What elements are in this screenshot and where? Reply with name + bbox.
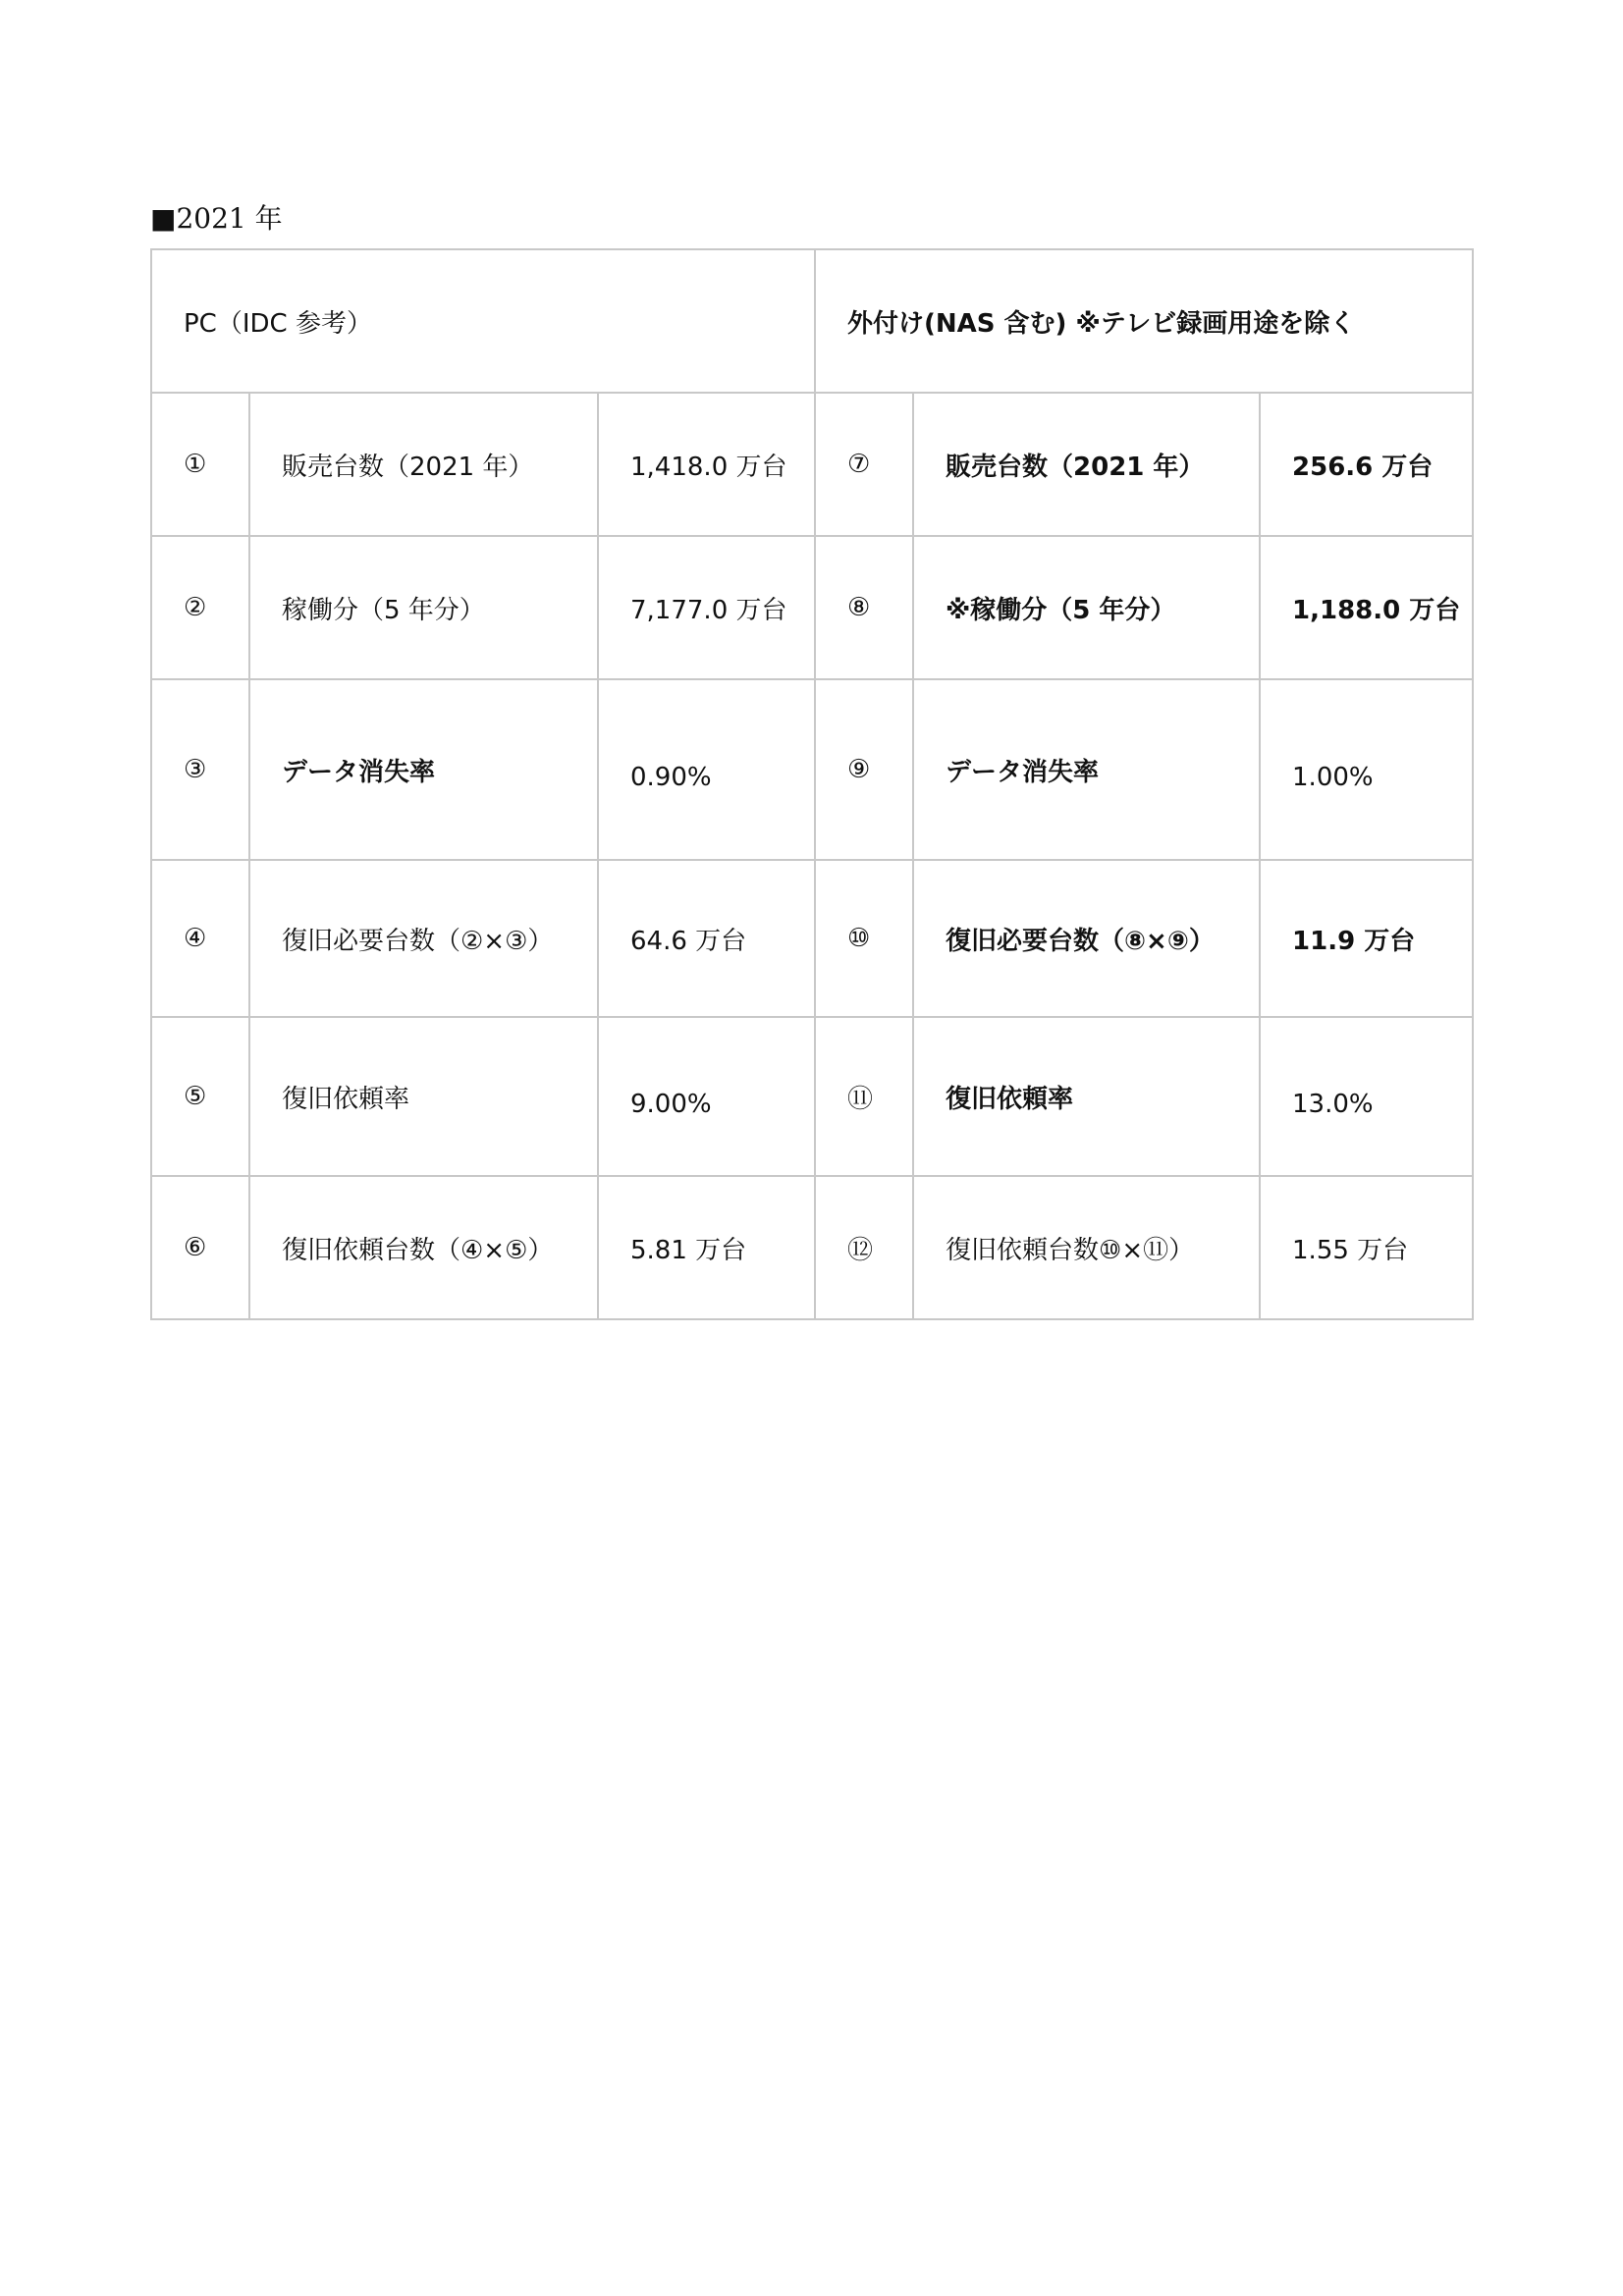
table-row: [151, 1176, 1473, 1319]
ext-row-label: 復旧依頼率: [913, 1017, 1260, 1176]
pc-header: PC（IDC 参考）: [151, 249, 815, 393]
pc-row-label: データ消失率: [249, 679, 598, 860]
pc-row-value: 0.90%: [598, 679, 815, 860]
pc-row-label: 復旧必要台数（②×③）: [249, 860, 598, 1017]
ext-header: 外付け(NAS 含む) ※テレビ録画用途を除く: [815, 249, 1473, 393]
pc-row-label: 稼働分（5 年分）: [249, 536, 598, 679]
pc-row-number: ⑥: [151, 1176, 249, 1319]
pc-row-label: 復旧依頼台数（④×⑤）: [249, 1176, 598, 1319]
table-header-row: [151, 249, 1473, 393]
data-table: [150, 248, 1474, 1320]
pc-row-number: ①: [151, 393, 249, 536]
ext-row-label: 販売台数（2021 年）: [913, 393, 1260, 536]
table-row: [151, 536, 1473, 679]
table-row: [151, 860, 1473, 1017]
ext-row-label: 復旧必要台数（⑧×⑨）: [913, 860, 1260, 1017]
pc-row-number: ④: [151, 860, 249, 1017]
table-row: [151, 393, 1473, 536]
pc-row-value: 1,418.0 万台: [598, 393, 815, 536]
pc-row-number: ⑤: [151, 1017, 249, 1176]
ext-row-label: データ消失率: [913, 679, 1260, 860]
pc-row-number: ③: [151, 679, 249, 860]
ext-row-value: 11.9 万台: [1260, 860, 1473, 1017]
ext-row-value: 1,188.0 万台: [1260, 536, 1473, 679]
pc-row-value: 9.00%: [598, 1017, 815, 1176]
pc-row-value: 7,177.0 万台: [598, 536, 815, 679]
ext-row-number: ⑦: [815, 393, 913, 536]
pc-row-label: 復旧依頼率: [249, 1017, 598, 1176]
pc-row-label: 販売台数（2021 年）: [249, 393, 598, 536]
ext-row-value: 13.0%: [1260, 1017, 1473, 1176]
ext-row-value: 256.6 万台: [1260, 393, 1473, 536]
ext-row-number: ⑫: [815, 1176, 913, 1319]
ext-row-value: 1.00%: [1260, 679, 1473, 860]
table-row: [151, 679, 1473, 860]
ext-row-number: ⑧: [815, 536, 913, 679]
pc-row-value: 64.6 万台: [598, 860, 815, 1017]
pc-row-value: 5.81 万台: [598, 1176, 815, 1319]
ext-row-number: ⑨: [815, 679, 913, 860]
table-row: [151, 1017, 1473, 1176]
ext-row-label: ※稼働分（5 年分）: [913, 536, 1260, 679]
pc-row-number: ②: [151, 536, 249, 679]
section-title: ■2021 年: [150, 202, 283, 235]
ext-row-number: ⑪: [815, 1017, 913, 1176]
ext-row-number: ⑩: [815, 860, 913, 1017]
ext-row-value: 1.55 万台: [1260, 1176, 1473, 1319]
ext-row-label: 復旧依頼台数⑩×⑪）: [913, 1176, 1260, 1319]
